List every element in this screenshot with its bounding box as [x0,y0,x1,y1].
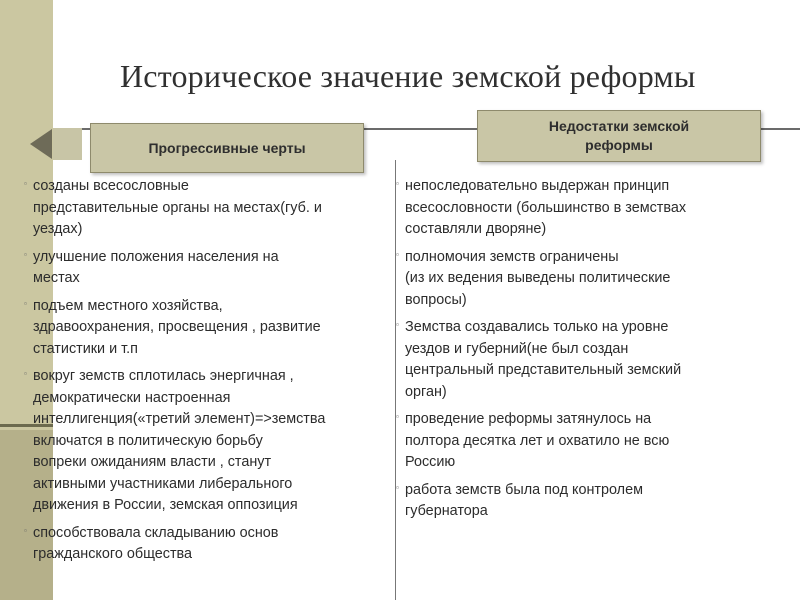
page-title: Историческое значение земской реформы [120,58,696,94]
list-item [396,317,792,403]
progressive-features-header [90,123,364,173]
list-item [396,480,792,523]
list-item-text: Земства создавались только на уровне уездов и губерний(не был создан центральный представительный земский орган) [405,319,682,400]
bullet-icon: ▫ [24,298,27,308]
list-item-text: проведение реформы затянулось на полтора десятка лет и охватило не всю Россию [405,411,670,470]
list-item [24,523,392,566]
back-nav-button[interactable] [53,128,82,160]
left-arrow-icon[interactable] [30,129,52,159]
bullet-icon: ▫ [24,179,27,188]
drawbacks-list [396,176,792,529]
list-item [24,296,392,361]
list-item-text: полномочия земств ограничены (из их ведения выведены политические вопросы) [405,248,671,308]
bullet-icon: ▫ [24,369,27,378]
list-item-text: вокруг земств сплотилась энергичная , демократически настроенная интеллигенция(«третий элемент)=>земства включатся в политическую борьбу вопреки ожиданиям власти , станут активными участниками либерального движения в России, земская оппозиция [33,368,326,513]
bullet-icon: ▫ [24,525,27,535]
progressive-features-label: Прогрессивные черты [148,139,306,156]
list-item-text: подъем местного хозяйства, здравоохранения, просвещения , развитие статистики и т.п [33,297,321,357]
progressive-features-list [24,176,392,572]
list-item-text: созданы всесословные представительные органы на местах(губ. и уездах) [33,178,322,237]
list-item-text: улучшение положения населения на местах [33,248,279,286]
list-item [396,176,792,241]
drawbacks-header [477,110,761,162]
bullet-icon: ▫ [396,249,399,259]
list-item [24,366,392,517]
list-item-text: способствовала складыванию основ гражданского общества [33,524,279,562]
list-item [24,247,392,290]
bullet-icon: ▫ [396,179,399,188]
list-item [396,409,792,474]
bullet-icon: ▫ [396,482,399,492]
list-item [24,176,392,241]
drawbacks-label: Недостатки земской реформы [548,118,690,153]
bullet-icon: ▫ [396,320,399,329]
list-item [396,247,792,312]
bullet-icon: ▫ [396,412,399,421]
list-item-text: непоследовательно выдержан принцип всесословности (большинство в земствах составляли дворяне) [405,178,687,237]
bullet-icon: ▫ [24,249,27,259]
list-item-text: работа земств была под контролем губернатора [405,481,643,519]
